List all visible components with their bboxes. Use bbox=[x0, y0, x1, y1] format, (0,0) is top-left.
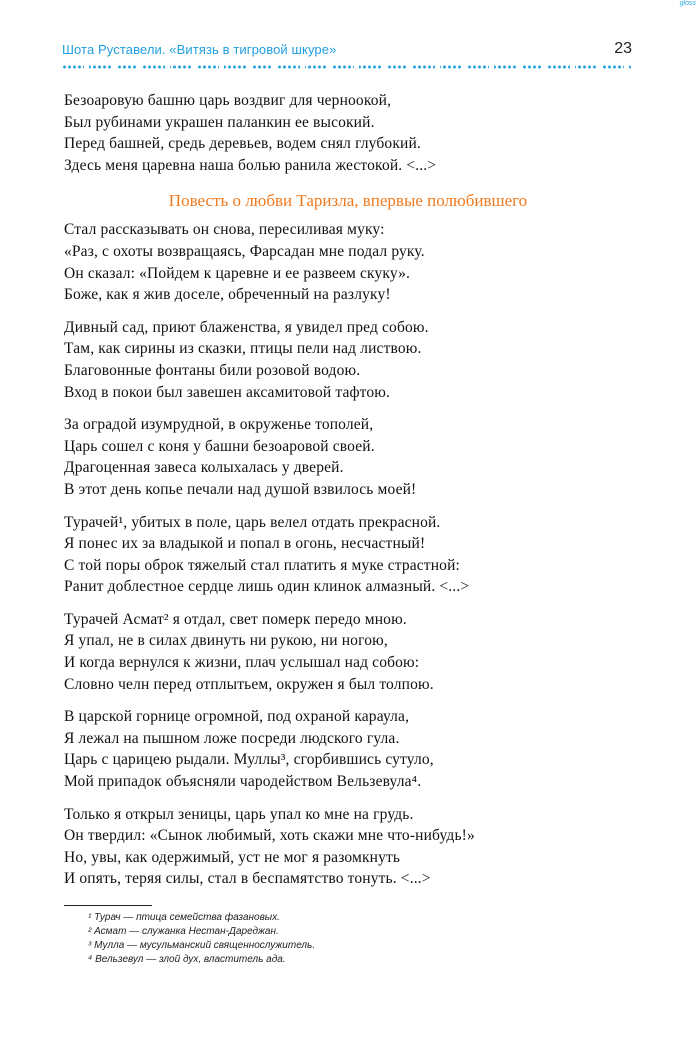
stanza bbox=[64, 706, 664, 792]
poem-line: И опять, теряя силы, стал в беспамятство тонуть. <...> bbox=[64, 870, 431, 888]
poem-line: Я упал, не в силах двинуть ни рукою, ни ногою, bbox=[64, 632, 388, 650]
footnote: ² Асмат — служанка Нестан-Дареджан. bbox=[88, 926, 279, 937]
poem-line: Только я открыл зеницы, царь упал ко мне на грудь. bbox=[64, 805, 414, 823]
poem-line: Я понес их за владыкой и попал в огонь, несчастный! bbox=[64, 535, 426, 553]
poem-line: Он сказал: «Пойдем к царевне и ее развеем скуку». bbox=[64, 264, 411, 282]
poem-line: Безоаровую башню царь воздвиг для черноокой, bbox=[64, 92, 392, 109]
poem-line: В этот день копье печали над душой взвилось моей! bbox=[64, 480, 417, 498]
poem-line: Там, как сирины из сказки, птицы пели над листвою. bbox=[64, 340, 422, 358]
poem-line: С той поры оброк тяжелый стал платить я муке страстной: bbox=[64, 556, 460, 574]
footnotes bbox=[88, 911, 508, 967]
poem-line: «Раз, с охоты возвращаясь, Фарсадан мне подал руку. bbox=[64, 242, 425, 260]
footnote: ³ Мулла — мусульманский священнослужитель. bbox=[88, 940, 316, 951]
poem-line: Я лежал на пышном ложе посреди людского гула. bbox=[64, 729, 400, 747]
poem-line: Благовонные фонтаны били розовой водою. bbox=[64, 361, 361, 379]
stanza bbox=[64, 317, 664, 403]
poem-line: Турачей Асмат² я отдал, свет померк передо мною. bbox=[64, 610, 407, 628]
poem-line: И когда вернулся к жизни, плач услышал над собою: bbox=[64, 654, 420, 672]
poem-line: В царской горнице огромной, под охраной караула, bbox=[64, 708, 410, 726]
footnote: ⁴ Вельзевул — злой дух, властитель ада. bbox=[88, 954, 286, 965]
stanza bbox=[64, 512, 664, 598]
poem-line: Боже, как я жив доселе, обреченный на разлуку! bbox=[64, 286, 391, 304]
poem-line: Здесь меня царевна наша болью ранила жестокой. <...> bbox=[64, 156, 437, 174]
poem-line: Но, увы, как одержимый, уст не мог я разомкнуть bbox=[64, 848, 401, 866]
running-head bbox=[62, 40, 632, 60]
stanza bbox=[64, 804, 664, 890]
corner-mark: gloss bbox=[679, 0, 696, 7]
page-number: 23 bbox=[614, 40, 632, 57]
stanza bbox=[64, 219, 664, 305]
stanza bbox=[64, 609, 664, 695]
section-heading: Повесть о любви Таризла, впервые полюбившего bbox=[168, 191, 528, 211]
stanza bbox=[64, 414, 664, 500]
poem-line: Перед башней, средь деревьев, водем снял глубокий. bbox=[64, 135, 421, 153]
header-ornament-divider bbox=[62, 63, 632, 71]
running-title: Шота Руставели. «Витязь в тигровой шкуре» bbox=[62, 42, 337, 57]
poem-line: За оградой изумрудной, в окруженье тополей, bbox=[64, 416, 374, 434]
footnote: ¹ Турач — птица семейства фазановых. bbox=[88, 912, 280, 923]
footnote-divider bbox=[64, 905, 152, 906]
poem-line: Вход в покои был завешен аксамитовой тафтою. bbox=[64, 383, 391, 401]
stanza bbox=[64, 90, 664, 176]
poem-line: Драгоценная завеса колыхалась у дверей. bbox=[64, 459, 344, 477]
poem-line: Дивный сад, приют блаженства, я увидел пред собою. bbox=[64, 318, 429, 336]
poem-line: Словно челн перед отплытьем, окружен я был толпою. bbox=[64, 675, 434, 693]
poem-line: Царь сошел с коня у башни безоаровой своей. bbox=[64, 437, 375, 455]
poem-line: Ранит доблестное сердце лишь один клинок алмазный. <...> bbox=[64, 578, 470, 596]
poem-line: Мой припадок объясняли чародейством Вельзевула⁴. bbox=[64, 773, 422, 791]
poem-line: Царь с царицею рыдали. Муллы³, сгорбившись сутуло, bbox=[64, 751, 434, 769]
poem-line: Турачей¹, убитых в поле, царь велел отдать прекрасной. bbox=[64, 513, 441, 531]
poem-line: Стал рассказывать он снова, пересиливая муку: bbox=[64, 221, 385, 239]
poem-body bbox=[64, 90, 664, 901]
poem-line: Он твердил: «Сынок любимый, хоть скажи мне что-нибудь!» bbox=[64, 827, 475, 845]
poem-line: Был рубинами украшен паланкин ее высокий. bbox=[64, 113, 375, 131]
